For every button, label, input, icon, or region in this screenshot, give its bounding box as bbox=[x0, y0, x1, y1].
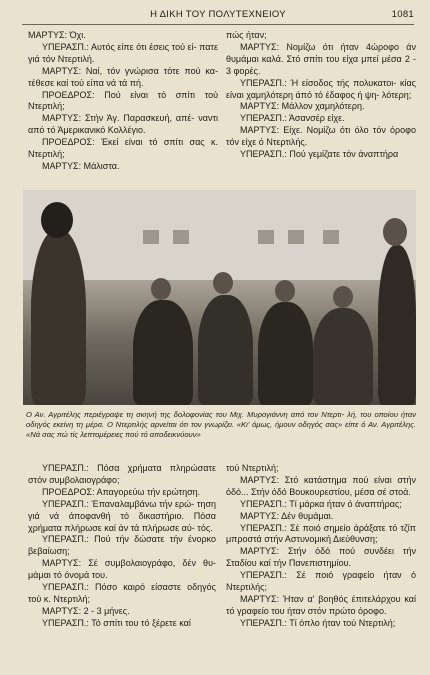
paragraph: ΥΠΕΡΑΣΠ.: Άσανσέρ είχε. bbox=[240, 113, 345, 124]
standing-witness-figure bbox=[31, 230, 86, 405]
witness-head bbox=[41, 202, 73, 238]
courtroom-photo bbox=[23, 190, 416, 405]
paragraph: ΜΑΡΤΥΣ: Μάλιστα. bbox=[42, 160, 120, 171]
man-head bbox=[383, 218, 407, 246]
seated-head bbox=[275, 280, 295, 302]
text-column-top-right bbox=[226, 30, 416, 161]
paragraph: ΥΠΕΡΑΣΠ.: Πού γεμίζατε τόν άναπτήρα bbox=[240, 149, 399, 160]
photo-window bbox=[258, 230, 274, 244]
paragraph: ΜΑΡΤΥΣ: Σέ συμβολαιογράφο, δέν θυ- μάμαι τό όνομά του. bbox=[28, 558, 216, 581]
seated-officer-figure bbox=[313, 308, 373, 405]
paragraph: ΜΑΡΤΥΣ: 2 - 3 μήνες. bbox=[42, 605, 130, 616]
paragraph: ΥΠΕΡΑΣΠ.: Σέ ποιό γραφείο ήταν ό Ντερτιλής; bbox=[226, 570, 416, 593]
paragraph: ΜΑΡΤΥΣ: Είχε. Νομίζω ότι όλο τόν όροφο τόν είχε ό Ντερτιλής. bbox=[226, 125, 416, 148]
paragraph: ΥΠΕΡΑΣΠ.: Τί μάρκα ήταν ό άναπτήρας; bbox=[240, 498, 402, 509]
paragraph: ΠΡΟΕΔΡΟΣ: Απαγορεύω τήν ερώτηση. bbox=[42, 486, 201, 497]
paragraph: ΜΑΡΤΥΣ: Δέν θυμάμαι. bbox=[240, 510, 334, 521]
paragraph: ΥΠΕΡΑΣΠ.: Τό σπίτι του τό ξέρετε καί bbox=[42, 617, 191, 628]
paragraph: ΜΑΡΤΥΣ: Στήν Άγ. Παρασκευή, απέ- ναντι από τό Άμερικανικό Κολλέγιο. bbox=[28, 113, 218, 136]
text-column-bottom-left bbox=[28, 463, 216, 630]
seated-head bbox=[333, 286, 353, 308]
seated-officer-figure bbox=[258, 302, 313, 405]
paragraph: ΥΠΕΡΑΣΠ.: Πόσο καιρό είσαστε οδηγός τού κ. Ντερτιλή; bbox=[28, 582, 216, 604]
paragraph: ΥΠΕΡΑΣΠ.: Ή είσοδος τής πολυκατοι- κίας είναι χαμηλότερη άπό τό έδαφος ή ψη- λότερη; bbox=[226, 77, 416, 100]
standing-man-figure bbox=[378, 245, 416, 405]
paragraph: ΜΑΡΤΥΣ: Νομίζω ότι ήταν 4ώροφο άν θυμάμαι καλά. Στό σπίτι του είχα μπεί μέσα 2 - 3 φορές. bbox=[226, 41, 416, 76]
paragraph: ΥΠΕΡΑΣΠ.: Έπαναλαμβάνω τήν ερώ- τηση γιά νά άποφανθή τό δικαστήριο. Πόσα χρήματα πλήρωσε καί άν τά πλήρωσε αύ- τός. bbox=[28, 498, 216, 533]
seated-head bbox=[151, 278, 171, 300]
photo-window bbox=[143, 230, 159, 244]
seated-officer-figure bbox=[133, 300, 193, 405]
photo-window bbox=[173, 230, 189, 244]
paragraph: ΜΑΡΤΥΣ: Όχι. bbox=[28, 30, 86, 40]
paragraph: πώς ήταν; bbox=[226, 30, 267, 40]
header-title: Η ΔΙΚΗ ΤΟΥ ΠΟΛΥΤΕΧΝΕΙΟΥ bbox=[150, 9, 286, 20]
paragraph: ΥΠΕΡΑΣΠ.: Αυτός είπε ότι έσεις τού εί- πατε γιά τόν Ντερτιλή. bbox=[28, 41, 218, 64]
paragraph: ΜΑΡΤΥΣ: Μάλλον χαμηλότερη. bbox=[240, 101, 365, 112]
seated-officer-figure bbox=[198, 295, 253, 405]
paragraph: ΜΑΡΤΥΣ: Ήταν α' βοηθός έπιτελάρχου καί τό γραφείο του ήταν στόν πρώτο όροφο. bbox=[226, 593, 416, 616]
paragraph: τού Ντερτιλή; bbox=[226, 463, 279, 473]
running-header bbox=[22, 8, 414, 25]
seated-head bbox=[213, 272, 233, 294]
paragraph: ΠΡΟΕΔΡΟΣ: Έκεί είναι τό σπίτι σας κ. Ντερτιλή; bbox=[28, 137, 218, 160]
photo-window bbox=[323, 230, 339, 244]
photo-window bbox=[288, 230, 304, 244]
page-number: 1081 bbox=[391, 9, 414, 20]
paragraph: ΜΑΡΤΥΣ: Στό κατάστημα πού είναι στήν όδό... Στήν όδό Βουκουρεστίου, μέσα σέ στοά. bbox=[226, 474, 416, 497]
paragraph: ΥΠΕΡΑΣΠ.: Πού τήν δώσατε τήν ένορκο βεβαίωση; bbox=[28, 534, 216, 557]
text-column-top-left bbox=[28, 30, 218, 173]
paragraph: ΠΡΟΕΔΡΟΣ: Πού είναι τό σπίτι τού Ντερτιλή; bbox=[28, 89, 218, 112]
paragraph: ΥΠΕΡΑΣΠ.: Τί όπλο ήταν τού Ντερτιλή; bbox=[240, 617, 396, 628]
paragraph: ΥΠΕΡΑΣΠ.: Σέ ποιό σημείο άράξατε τό τζίπ μπροστά στήν Αστυνομική Διεύθυνση; bbox=[226, 522, 416, 545]
paragraph: ΜΑΡΤΥΣ: Ναί, τόν γνώρισα τότε πού κα- τέθεσε καί τού είπα νά τά πή. bbox=[28, 65, 218, 88]
paragraph: ΥΠΕΡΑΣΠ.: Πόσα χρήματα πληρώσατε στόν συμβολαιογράφο; bbox=[28, 463, 216, 485]
text-column-bottom-right bbox=[226, 463, 416, 630]
paragraph: ΜΑΡΤΥΣ: Στήν όδό πού συνδέει τήν Σταδίου καί τήν Πανεπιστημίου. bbox=[226, 546, 416, 569]
photo-caption: Ο Αν. Αγριτέλης περιέγραψε τη σκηνή της δολοφονίας του Μιχ. Μυρογιάννη από τον Ντερτι- λή, του οποίου ήταν οδηγός εκείνη τη μέρα. Ο Ντερτιλής αρνείται ότι τον γνωρίζει. «Κι' όμως, ήμουν οδηγός σας» είπε ό Αν. Αγριτέλης. «Νά σας πώ τίς λεπτομέρειες πού τό αποδεικνύουν» bbox=[26, 410, 416, 439]
